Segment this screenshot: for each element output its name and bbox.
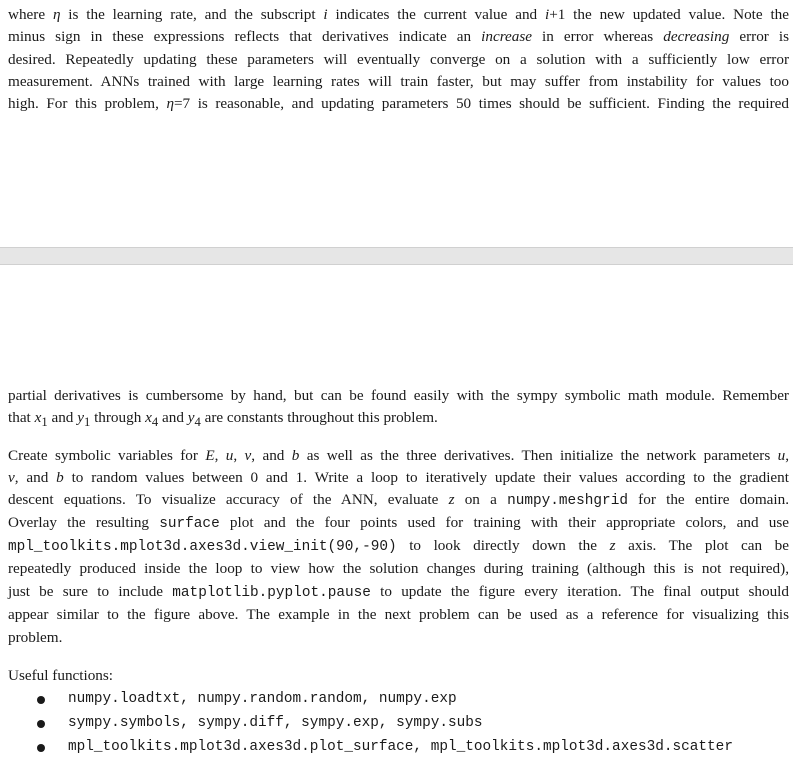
paragraph-line: repeatedly produced inside the loop to view how the solution changes during training (although this is not required), bbox=[8, 560, 789, 577]
paragraph-line: measurement. ANNs trained with large learning rates will train faster, but may suffer from instability for values too bbox=[8, 73, 789, 90]
paragraph-line: minus sign in these expressions reflects that derivatives indicate an increase in error whereas decreasing error is bbox=[8, 28, 790, 45]
list-item: sympy.symbols, sympy.diff, sympy.exp, sympy.subs bbox=[68, 715, 483, 731]
useful-functions-heading: Useful functions: bbox=[8, 667, 114, 684]
paragraph-line: that $x_1$ and $y_1$ through $x_4$ and $y_4$ are constants throughout this problem. bbox=[8, 409, 438, 430]
document-page-bottom bbox=[0, 265, 793, 770]
paragraph-line: just be sure to include matplotlib.pyplot.pause to update the figure every iteration. The final output should bbox=[8, 583, 789, 601]
list-item: numpy.loadtxt, numpy.random.random, numpy.exp bbox=[68, 691, 457, 707]
page-break bbox=[0, 247, 793, 265]
paragraph-line: v, and b to random values between 0 and 1. Write a loop to iteratively update their values according to the gradient bbox=[8, 469, 789, 486]
bullet-icon bbox=[37, 720, 45, 728]
bullet-icon bbox=[37, 744, 45, 752]
paragraph-line: problem. bbox=[8, 629, 63, 646]
paragraph-line: high. For this problem, η=7 is reasonable, and updating parameters 50 times should be sufficient. Finding the required bbox=[8, 95, 790, 112]
paragraph-line: Create symbolic variables for E, u, v, and b as well as the three derivatives. Then initialize the network parameters u, bbox=[8, 447, 789, 464]
paragraph-line: appear similar to the figure above. The example in the next problem can be used as a reference for visualizing this bbox=[8, 606, 789, 623]
document-page-top bbox=[0, 0, 793, 247]
paragraph-line: Overlay the resulting surface plot and the four points used for training with their appropriate colors, and use bbox=[8, 514, 789, 532]
paragraph-line: mpl_toolkits.mplot3d.axes3d.view_init(90,-90) to look directly down the z axis. The plot can be bbox=[8, 537, 789, 555]
paragraph-line: descent equations. To visualize accuracy of the ANN, evaluate z on a numpy.meshgrid for the entire domain. bbox=[8, 491, 789, 509]
paragraph-line: partial derivatives is cumbersome by hand, but can be found easily with the sympy symbolic math module. Remember bbox=[8, 387, 789, 404]
paragraph-line: desired. Repeatedly updating these parameters will eventually converge on a solution with a sufficiently low error bbox=[8, 51, 789, 68]
bullet-icon bbox=[37, 696, 45, 704]
paragraph-line: where η is the learning rate, and the subscript i indicates the current value and i+1 the new updated value. Note the bbox=[8, 6, 790, 23]
list-item: mpl_toolkits.mplot3d.axes3d.plot_surface, mpl_toolkits.mplot3d.axes3d.scatter bbox=[68, 739, 733, 755]
